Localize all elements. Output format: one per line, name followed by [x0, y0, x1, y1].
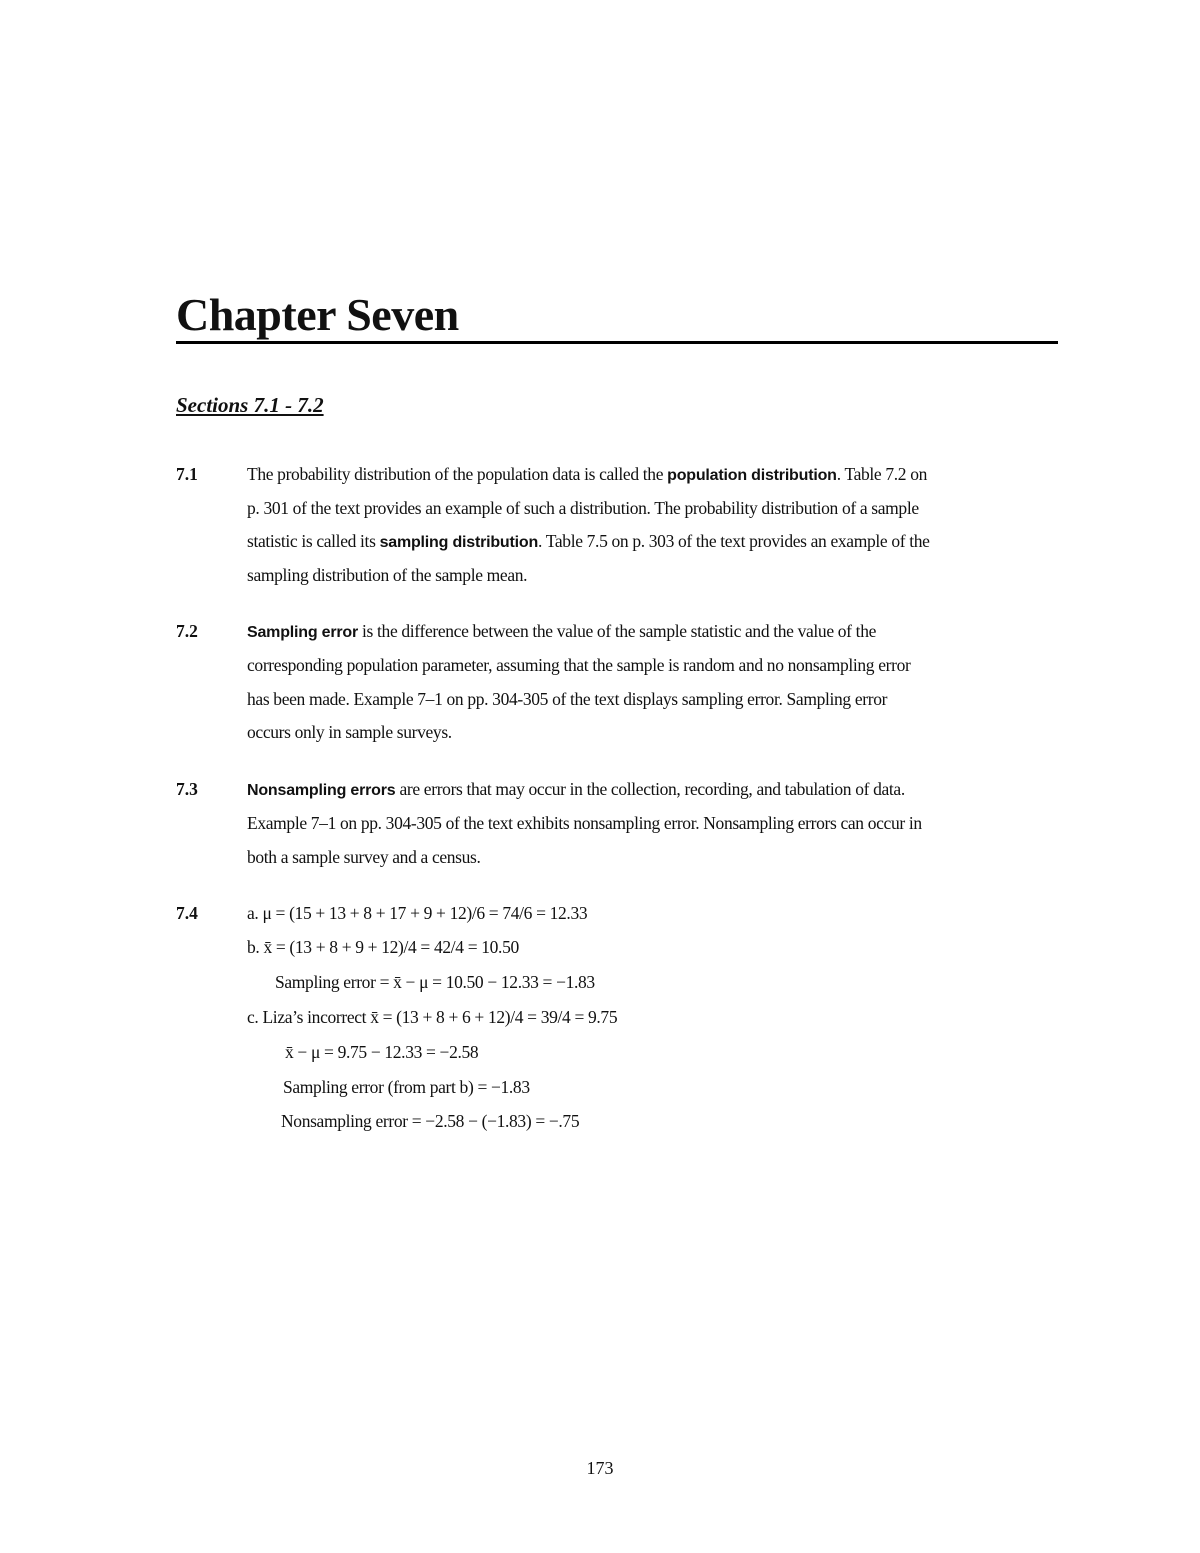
text-segment: c. Liza’s incorrect x̄ = (13 + 8 + 6 + 12)/4 = 39/4 = 9.75 — [247, 1007, 618, 1027]
exercise-number: 7.3 — [176, 779, 198, 799]
exercise-number: 7.4 — [176, 903, 198, 923]
exercise-text-line — [247, 1007, 617, 1028]
exercise-text-line — [247, 531, 930, 552]
exercise-text-line — [247, 847, 481, 868]
exercise-text-line — [247, 621, 876, 642]
text-segment: a. μ = (15 + 13 + 8 + 17 + 9 + 12)/6 = 74/6 = 12.33 — [247, 903, 588, 923]
text-segment: . Table 7.5 on p. 303 of the text provides an example of the — [538, 531, 930, 551]
exercise-text-line — [247, 565, 527, 586]
text-segment: p. 301 of the text provides an example of such a distribution. The probability distribution of a sample — [247, 498, 919, 518]
text-segment: Nonsampling error = −2.58 − (−1.83) = −.75 — [281, 1111, 580, 1131]
key-term: population distribution — [667, 467, 837, 484]
text-segment: Sampling error (from part b) = −1.83 — [283, 1077, 530, 1097]
text-segment: has been made. Example 7–1 on pp. 304-305 of the text displays sampling error. Sampling error — [247, 689, 888, 709]
exercise-text-line — [247, 813, 922, 834]
exercise-text-line — [247, 903, 587, 924]
exercise-text-line — [247, 779, 905, 800]
text-segment: The probability distribution of the population data is called the — [247, 464, 668, 484]
text-segment: both a sample survey and a census. — [247, 847, 481, 867]
exercise-text-line — [281, 1111, 579, 1132]
text-segment: are errors that may occur in the collection, recording, and tabulation of data. — [395, 779, 905, 799]
text-segment: occurs only in sample surveys. — [247, 722, 452, 742]
text-segment: x̄ − μ = 9.75 − 12.33 = −2.58 — [285, 1042, 479, 1062]
text-segment: b. x̄ = (13 + 8 + 9 + 12)/4 = 42/4 = 10.50 — [247, 937, 519, 957]
section-heading: Sections 7.1 - 7.2 — [176, 393, 324, 417]
key-term: Sampling error — [247, 624, 359, 641]
exercise-text-line — [275, 972, 595, 993]
exercise-text-line — [247, 722, 452, 743]
key-term: sampling distribution — [379, 534, 539, 551]
text-segment: . Table 7.2 on — [836, 464, 928, 484]
exercise-number: 7.2 — [176, 621, 198, 641]
title-rule — [176, 341, 1058, 344]
text-segment: Sampling error = x̄ − μ = 10.50 − 12.33 = −1.83 — [275, 972, 595, 992]
exercise-number: 7.1 — [176, 464, 198, 484]
chapter-title: Chapter Seven — [176, 289, 459, 340]
exercise-text-line — [247, 464, 927, 485]
exercise-text-line — [247, 937, 519, 958]
text-segment: sampling distribution of the sample mean. — [247, 565, 528, 585]
exercise-text-line — [247, 689, 887, 710]
text-segment: statistic is called its — [247, 531, 380, 551]
exercise-text-line — [285, 1042, 478, 1063]
exercise-text-line — [247, 498, 919, 519]
page-number: 173 — [586, 1458, 614, 1478]
exercise-text-line — [283, 1077, 530, 1098]
text-segment: is the difference between the value of the sample statistic and the value of the — [358, 621, 877, 641]
exercise-text-line — [247, 655, 910, 676]
text-segment: Example 7–1 on pp. 304-305 of the text exhibits nonsampling error. Nonsampling errors can occur in — [247, 813, 922, 833]
key-term: Nonsampling errors — [247, 782, 396, 799]
text-segment: corresponding population parameter, assuming that the sample is random and no nonsampling error — [247, 655, 911, 675]
